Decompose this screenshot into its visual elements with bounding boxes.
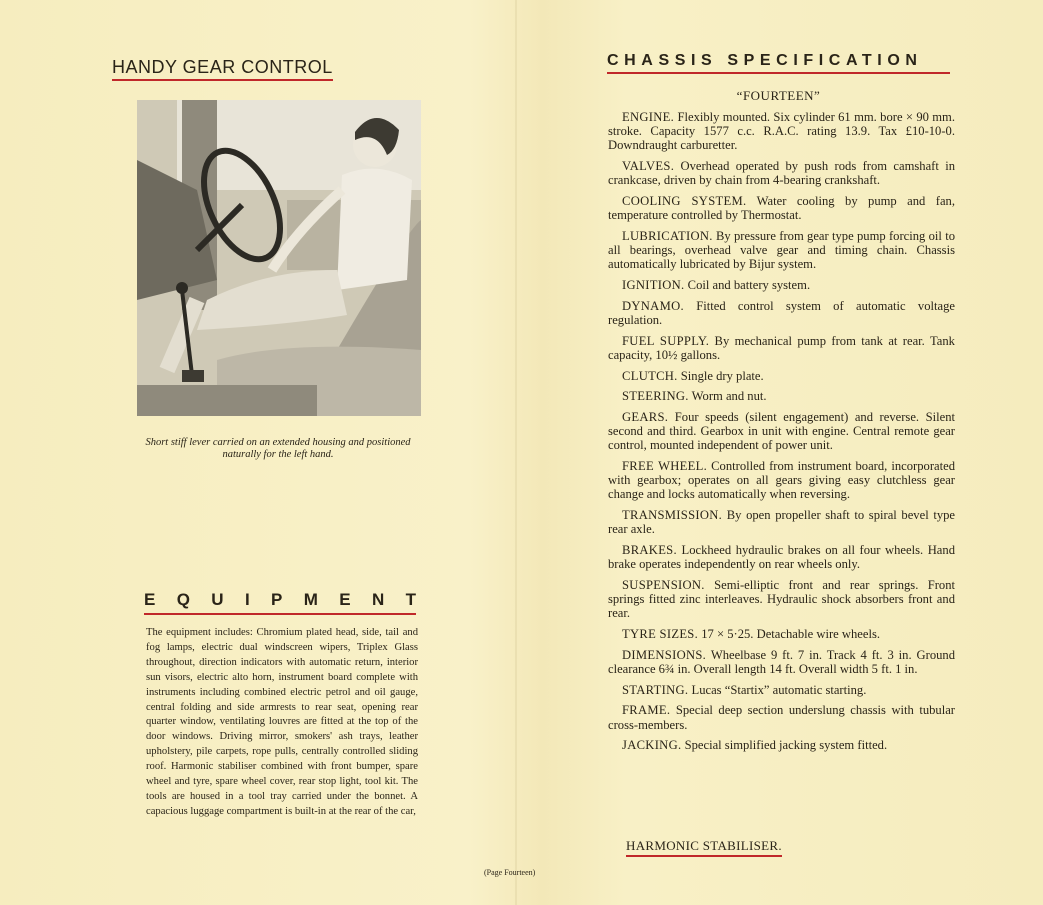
equipment-letter: P xyxy=(271,590,283,609)
equipment-letter: T xyxy=(405,590,416,609)
spec-text: Four speeds (silent engagement) and reverse. Silent second and third. Gearbox in unit with engine. Central remote gear control, mounted independent of power unit. xyxy=(608,409,955,453)
spec-item xyxy=(608,508,955,536)
page-number: (Page Fourteen) xyxy=(484,868,536,877)
spec-item xyxy=(608,299,955,327)
center-fold xyxy=(515,0,517,905)
spec-text: Wheelbase 9 ft. 7 in. Track 4 ft. 3 in. Ground clearance 6¾ in. Overall length 14 ft. Overall width 5 ft. 1 in. xyxy=(608,647,956,676)
spec-text: Single dry plate. xyxy=(680,368,764,383)
model-name: “FOURTEEN” xyxy=(736,88,821,103)
illustration-caption: Short stiff lever carried on an extended housing and positioned naturally for the left hand. xyxy=(145,437,411,460)
spec-heading: VALVES. xyxy=(622,159,675,174)
spec-item xyxy=(608,159,955,187)
spec-list xyxy=(608,110,955,759)
spec-item xyxy=(608,578,955,621)
spec-text: Flexibly mounted. Six cylinder 61 mm. bore × 90 mm. stroke. Capacity 1577 c.c. R.A.C. rating 13.9. Tax £10-10-0. Downdraught carburetter. xyxy=(608,110,956,153)
spec-heading: LUBRICATION. xyxy=(622,228,713,243)
spec-item xyxy=(608,683,955,697)
spec-text: Water cooling by pump and fan, temperature controlled by Thermostat. xyxy=(608,194,955,223)
spec-heading: JACKING. xyxy=(622,738,682,753)
spec-text: Coil and battery system. xyxy=(687,278,811,293)
spec-heading: BRAKES. xyxy=(622,543,677,558)
spec-heading: DYNAMO. xyxy=(622,298,684,313)
spec-text: By mechanical pump from tank at rear. Tank capacity, 10½ gallons. xyxy=(608,333,955,362)
spec-text: Controlled from instrument board, incorporated with gearbox; operates on all gears giving easy clutchless gear change and locks automatically when reversing. xyxy=(608,459,955,502)
spec-text: Special simplified jacking system fitted. xyxy=(684,738,888,753)
spec-text: Special deep section underslung chassis with tubular cross-members. xyxy=(608,703,956,732)
spec-text: Overhead operated by push rods from camshaft in crankcase, driven by chain from 4-bearing crankshaft. xyxy=(608,159,955,188)
spec-heading: DIMENSIONS. xyxy=(622,647,707,662)
spec-text: By open propeller shaft to spiral bevel type rear axle. xyxy=(608,508,955,537)
spec-heading: STARTING. xyxy=(622,682,689,697)
spec-text: Lockheed hydraulic brakes on all four wheels. Hand brake operates independently on rear wheels only. xyxy=(608,543,955,572)
equipment-letter: Q xyxy=(176,590,190,609)
spec-item xyxy=(608,369,955,383)
spec-item xyxy=(608,278,955,292)
spec-text: Lucas “Startix” automatic starting. xyxy=(691,682,867,697)
spec-heading: STEERING. xyxy=(622,389,689,404)
spec-heading: FREE WHEEL. xyxy=(622,459,708,474)
spec-item xyxy=(608,648,955,676)
spec-heading: TYRE SIZES. xyxy=(622,627,699,642)
spec-item xyxy=(608,703,955,731)
spec-text: Semi-elliptic front and rear springs. Front springs fitted zinc interleaves. Hydraulic shock absorbers front and rear. xyxy=(608,577,955,621)
spec-heading: FUEL SUPPLY. xyxy=(622,333,710,348)
spec-item xyxy=(608,229,955,272)
spec-item xyxy=(608,543,955,571)
spec-item xyxy=(608,627,955,641)
harmonic-stabiliser-heading: HARMONIC STABILISER. xyxy=(626,838,782,857)
spec-item xyxy=(608,459,955,502)
equipment-letter: N xyxy=(371,590,385,609)
spec-item xyxy=(608,110,955,153)
spec-item xyxy=(608,738,955,752)
equipment-letter: I xyxy=(244,590,250,609)
equipment-title xyxy=(144,590,416,615)
spec-heading: CLUTCH. xyxy=(622,368,678,383)
spec-text: Worm and nut. xyxy=(691,389,767,404)
equipment-letter: U xyxy=(211,590,224,609)
spec-heading: COOLING SYSTEM. xyxy=(622,194,747,209)
spec-item xyxy=(608,194,955,222)
spec-heading: ENGINE. xyxy=(622,110,675,124)
handy-gear-control-title: HANDY GEAR CONTROL xyxy=(112,57,333,81)
spec-heading: FRAME. xyxy=(622,703,671,718)
equipment-letter: E xyxy=(339,590,351,609)
spec-heading: GEARS. xyxy=(622,409,669,424)
chassis-specification-title: CHASSIS SPECIFICATION xyxy=(607,52,950,74)
gear-control-illustration xyxy=(137,100,421,416)
spec-item xyxy=(608,410,955,453)
equipment-letter: E xyxy=(144,590,156,609)
spec-heading: IGNITION. xyxy=(622,278,685,293)
equipment-letter: M xyxy=(303,590,318,609)
spec-heading: SUSPENSION. xyxy=(622,577,705,592)
spec-text: By pressure from gear type pump forcing oil to all bearings, overhead valve gear and timing chain. Chassis automatically lubricated by Bijur system. xyxy=(608,228,955,272)
spec-text: Fitted control system of automatic voltage regulation. xyxy=(608,298,956,327)
spec-text: 17 × 5·25. Detachable wire wheels. xyxy=(701,627,881,642)
equipment-text: The equipment includes: Chromium plated head, side, tail and fog lamps, electric dual windscreen wipers, Triplex Glass throughout, direction indicators with automatic return, interior sun visors, electric alto horn, instrument board complete with instruments including combined electric petrol and oil gauge, central folding and side armrests to rear seat, opening rear quarter window, ventilating louvres are fitted at the top of the door windows. Driving mirror, smokers' ash trays, leather upholstery, pile carpets, rope pulls, centrally controlled sliding roof. Harmonic stabiliser combined with front bumper, spare wheel and tyre, spare wheel cover, rear stop light, tool kit. The tools are housed in a tool tray carried under the bonnet. A capacious luggage compartment is built-in at the rear of the car, xyxy=(146,627,418,817)
spec-item xyxy=(608,389,955,403)
spec-item xyxy=(608,334,955,362)
spec-heading: TRANSMISSION. xyxy=(622,508,723,523)
